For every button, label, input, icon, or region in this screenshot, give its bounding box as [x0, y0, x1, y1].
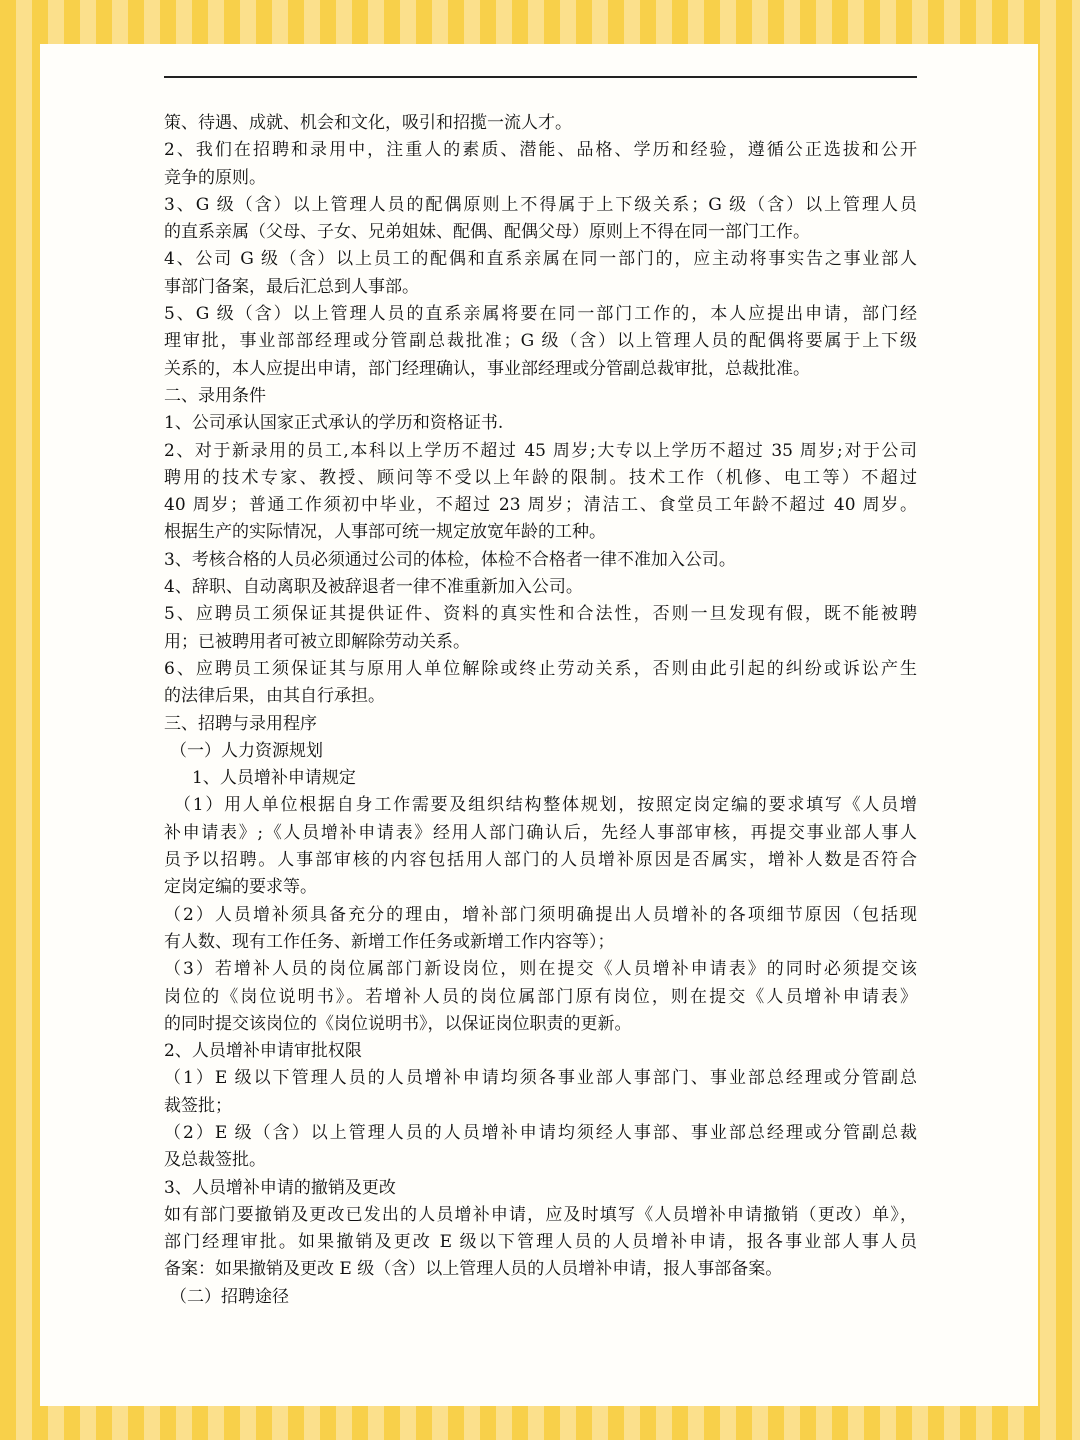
- text-line: 备案：如果撤销及更改 E 级（含）以上管理人员的人员增补申请，报人事部备案。: [164, 1259, 783, 1280]
- text-line: 及总裁签批。: [164, 1150, 266, 1171]
- text-line: 5、G 级（含）以上管理人员的直系亲属将要在同一部门工作的，本人应提出申请，部门经: [164, 304, 917, 325]
- text-line: 根据生产的实际情况，人事部可统一规定放宽年龄的工种。: [164, 522, 606, 543]
- subsection-heading: 3、人员增补申请的撤销及更改: [164, 1177, 396, 1198]
- text-line: （3）若增补人员的岗位属部门新设岗位，则在提交《人员增补申请表》的同时必须提交该: [164, 959, 917, 980]
- text-line: 1、公司承认国家正式承认的学历和资格证书.: [164, 413, 504, 434]
- text-line: 聘用的技术专家、教授、顾问等不受以上年龄的限制。技术工作（机修、电工等）不超过: [164, 467, 917, 488]
- subsection-heading: （一）人力资源规划: [170, 740, 323, 761]
- header-rule: [164, 76, 917, 78]
- text-line: 部门经理审批。如果撤销及更改 E 级以下管理人员的人员增补申请，报各事业部人事人员: [164, 1232, 917, 1253]
- text-line: 岗位的《岗位说明书》。若增补人员的岗位属部门原有岗位，则在提交《人员增补申请表》: [164, 986, 917, 1007]
- text-line: 关系的，本人应提出申请，部门经理确认，事业部经理或分管副总裁审批，总裁批准。: [164, 358, 810, 379]
- text-line: 2、我们在招聘和录用中，注重人的素质、潜能、品格、学历和经验，遵循公正选拔和公开: [164, 140, 917, 161]
- text-line: 3、考核合格的人员必须通过公司的体检，体检不合格者一律不准加入公司。: [164, 549, 736, 570]
- text-line: 如有部门要撤销及更改已发出的人员增补申请，应及时填写《人员增补申请撤销（更改）单》，: [164, 1204, 917, 1225]
- text-line: 6、应聘员工须保证其与原用人单位解除或终止劳动关系，否则由此引起的纠纷或诉讼产生: [164, 658, 917, 679]
- text-line: （1）用人单位根据自身工作需要及组织结构整体规划，按照定岗定编的要求填写《人员增: [174, 795, 917, 816]
- text-line: 策、待遇、成就、机会和文化，吸引和招揽一流人才。: [164, 113, 572, 133]
- text-line: 有人数、现有工作任务、新增工作任务或新增工作内容等）；: [164, 931, 615, 952]
- text-line: 的直系亲属（父母、子女、兄弟姐妹、配偶、配偶父母）原则上不得在同一部门工作。: [164, 222, 810, 243]
- document-body: [164, 110, 917, 1311]
- text-line: （2）人员增补须具备充分的理由，增补部门须明确提出人员增补的各项细节原因（包括现: [164, 904, 917, 925]
- section-heading: 二、录用条件: [164, 385, 266, 406]
- text-line: 员予以招聘。人事部审核的内容包括用人部门的人员增补原因是否属实，增补人数是否符合: [164, 850, 917, 871]
- text-line: 补申请表》;《人员增补申请表》经用人部门确认后，先经人事部审核，再提交事业部人事人: [164, 822, 917, 843]
- text-line: 40 周岁；普通工作须初中毕业，不超过 23 周岁；清洁工、食堂员工年龄不超过 40 周岁。: [164, 495, 917, 516]
- text-line: 的同时提交该岗位的《岗位说明书》，以保证岗位职责的更新。: [164, 1013, 632, 1034]
- subsection-heading: 1、人员增补申请规定: [192, 768, 356, 789]
- text-line: 定岗定编的要求等。: [164, 877, 317, 898]
- text-line: 裁签批；: [164, 1095, 232, 1116]
- text-line: 的法律后果，由其自行承担。: [164, 686, 385, 707]
- text-line: （2）E 级（含）以上管理人员的人员增补申请均须经人事部、事业部总经理或分管副总裁: [164, 1122, 917, 1143]
- document-page: [40, 44, 1038, 1406]
- text-line: 理审批，事业部部经理或分管副总裁批准；G 级（含）以上管理人员的配偶将要属于上下级: [164, 331, 917, 352]
- text-line: 4、公司 G 级（含）以上员工的配偶和直系亲属在同一部门的，应主动将事实告之事业部人: [164, 249, 917, 270]
- text-line: 4、辞职、自动离职及被辞退者一律不准重新加入公司。: [164, 577, 583, 598]
- text-line: 竞争的原则。: [164, 167, 266, 188]
- section-heading: 三、招聘与录用程序: [164, 713, 317, 734]
- text-line: 5、应聘员工须保证其提供证件、资料的真实性和合法性，否则一旦发现有假，既不能被聘: [164, 604, 917, 625]
- subsection-heading: （二）招聘途径: [170, 1286, 289, 1307]
- text-line: （1）E 级以下管理人员的人员增补申请均须各事业部人事部门、事业部总经理或分管副总: [164, 1068, 917, 1089]
- subsection-heading: 2、人员增补申请审批权限: [164, 1041, 362, 1062]
- text-line: 3、G 级（含）以上管理人员的配偶原则上不得属于上下级关系；G 级（含）以上管理人员: [164, 194, 917, 215]
- text-line: 事部门备案，最后汇总到人事部。: [164, 276, 419, 297]
- text-line: 用；已被聘用者可被立即解除劳动关系。: [164, 631, 470, 652]
- text-line: 2、对于新录用的员工,本科以上学历不超过 45 周岁;大专以上学历不超过 35 周岁;对于公司: [164, 440, 917, 461]
